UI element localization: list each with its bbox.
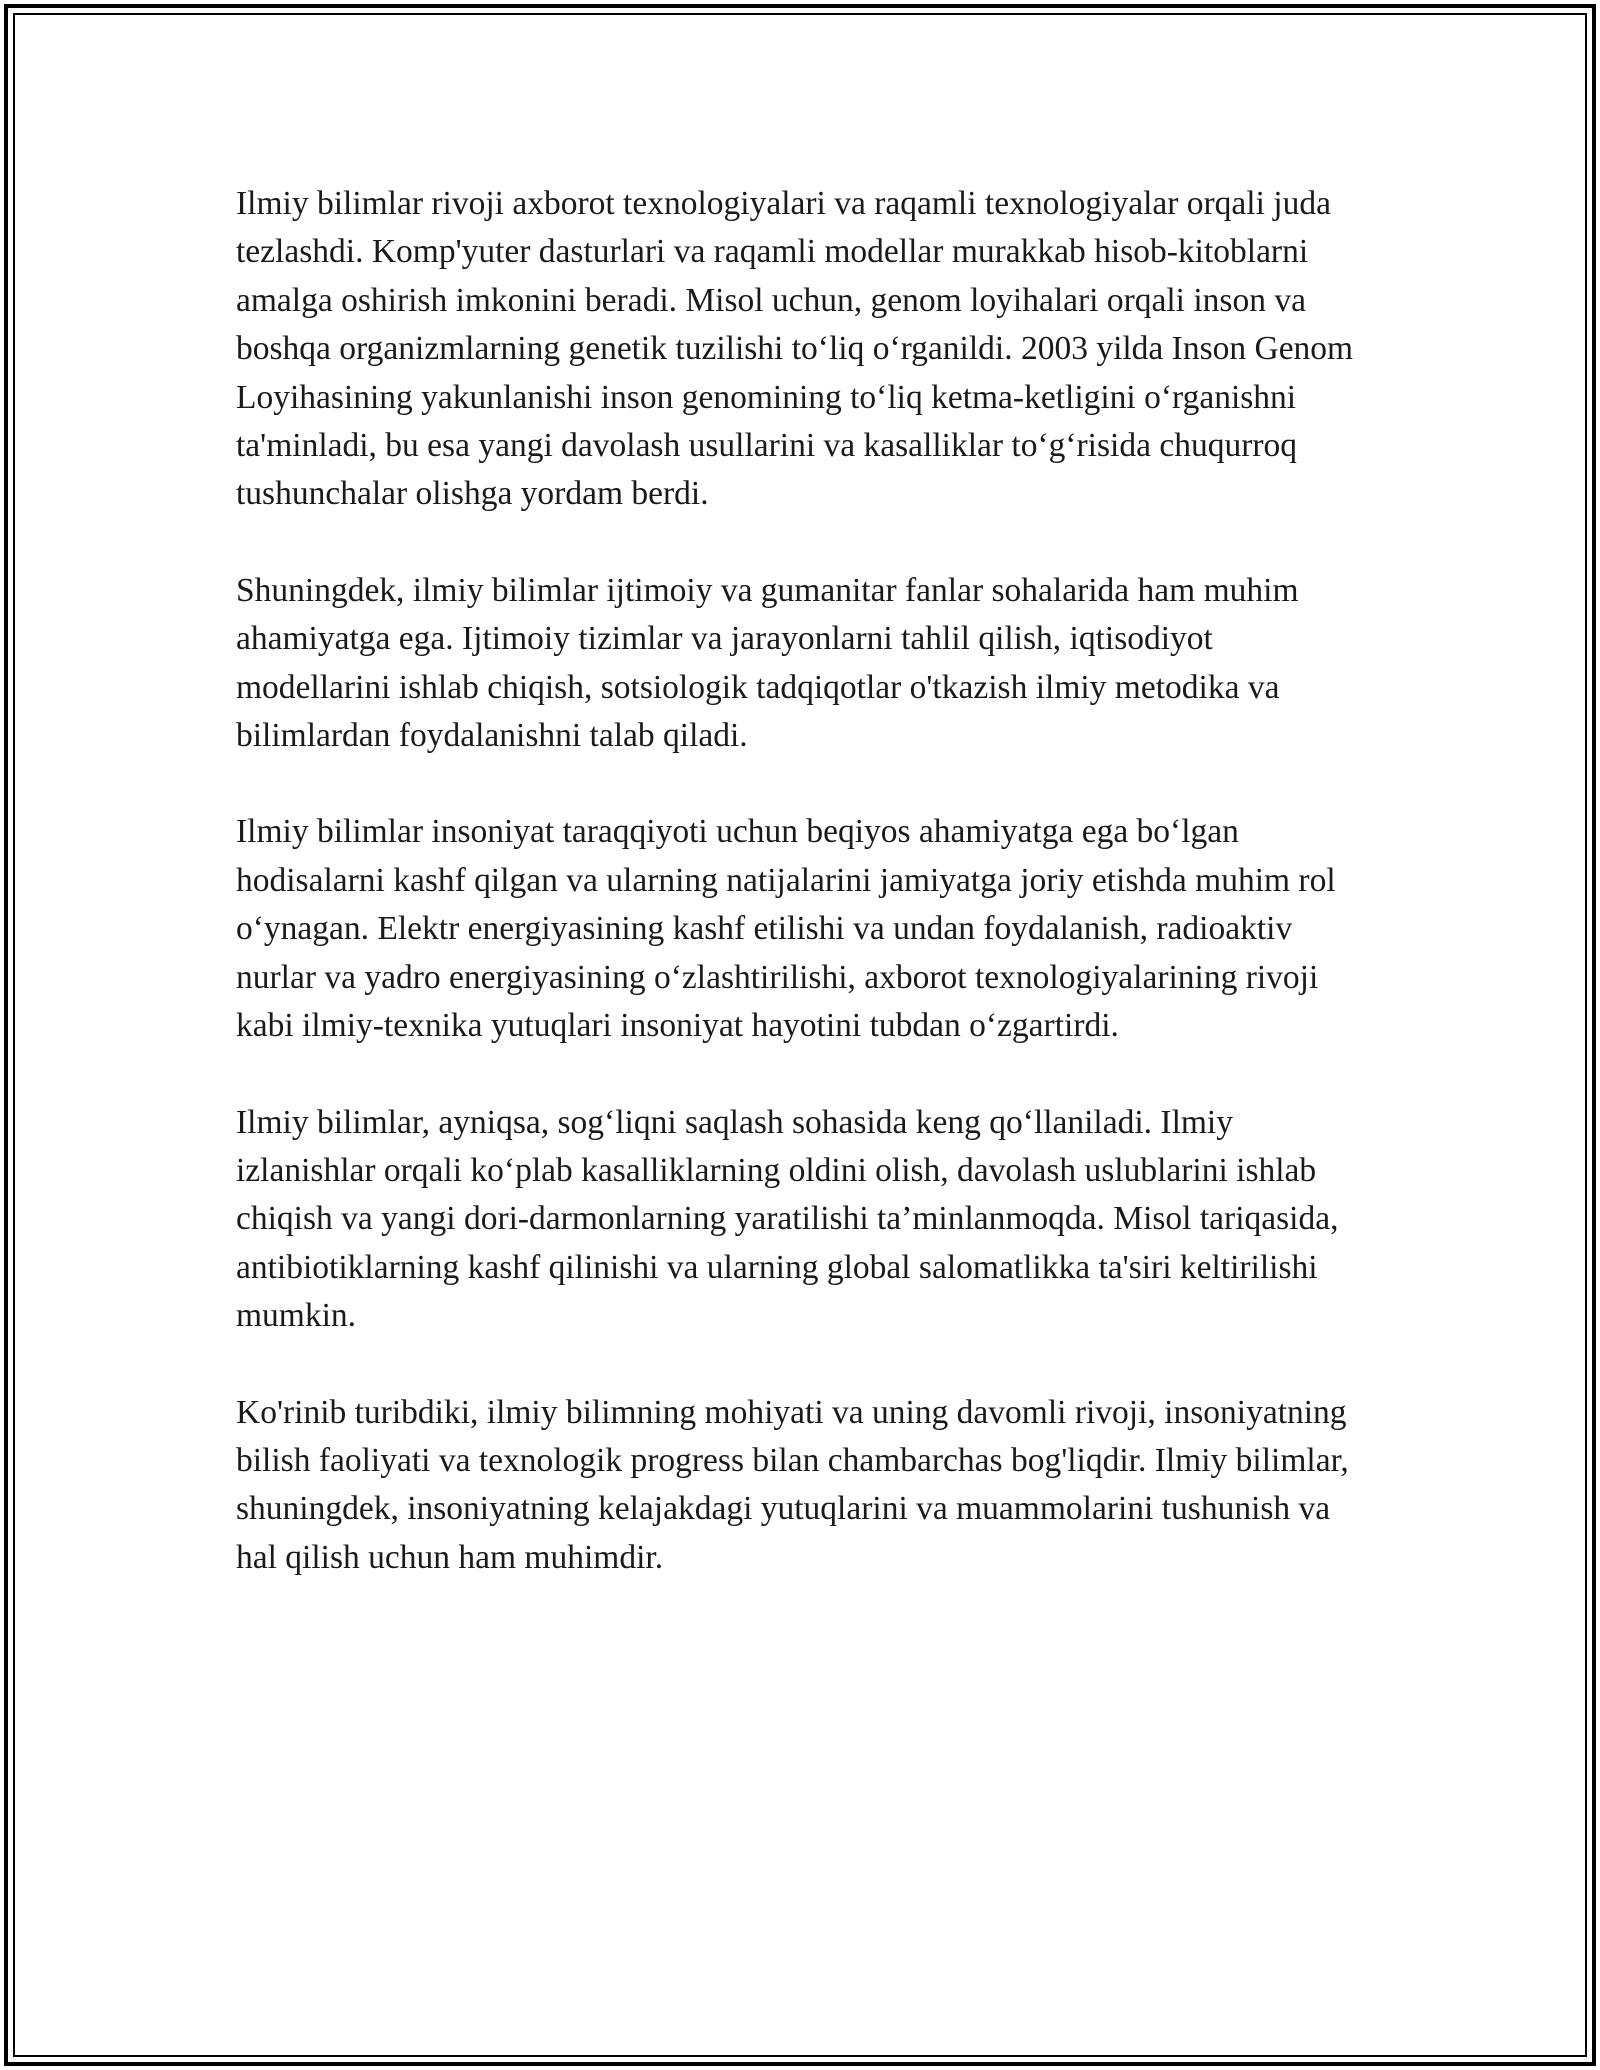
document-body bbox=[236, 180, 1366, 1630]
paragraph-2: Shuningdek, ilmiy bilimlar ijtimoiy va gumanitar fanlar sohalarida ham muhim ahamiyatga ega. Ijtimoiy tizimlar va jarayonlarni tahlil qilish, iqtisodiyot modellarini ishlab chiqish, sotsiologik tadqiqotlar o'tkazish ilmiy metodika va bilimlardan foydalanishni talab qiladi. bbox=[236, 571, 1299, 755]
paragraph-1: Ilmiy bilimlar rivoji axborot texnologiyalari va raqamli texnologiyalar orqali juda tezlashdi. Komp'yuter dasturlari va raqamli modellar murakkab hisob-kitoblarni amalga oshirish imkonini beradi. Misol uchun, genom loyihalari orqali inson va boshqa organizmlarning genetik tuzilishi to‘liq o‘rganildi. 2003 yilda Inson Genom Loyihasining yakunlanishi inson genomining to‘liq ketma-ketligini o‘rganishni ta'minladi, bu esa yangi davolash usullarini va kasalliklar to‘g‘risida chuqurroq tushunchalar olishga yordam berdi. bbox=[236, 185, 1354, 513]
paragraph-4: Ilmiy bilimlar, ayniqsa, sog‘liqni saqlash sohasida keng qo‘llaniladi. Ilmiy izlanishlar orqali ko‘plab kasalliklarning oldini olish, davolash uslublarini ishlab chiqish va yangi dori-darmonlarning yaratilishi ta’minlanmoqda. Misol tariqasida, antibiotiklarning kashf qilinishi va ularning global salomatlikka ta'siri keltirilishi mumkin. bbox=[236, 1103, 1339, 1335]
paragraph-5: Ko'rinib turibdiki, ilmiy bilimning mohiyati va uning davomli rivoji, insoniyatning bilish faoliyati va texnologik progress bilan chambarchas bog'liqdir. Ilmiy bilimlar, shuningdek, insoniyatning kelajakdagi yutuqlarini va muammolarini tushunish va hal qilish uchun ham muhimdir. bbox=[236, 1393, 1349, 1576]
paragraph-3: Ilmiy bilimlar insoniyat taraqqiyoti uchun beqiyos ahamiyatga ega bo‘lgan hodisalarni kashf qilgan va ularning natijalarini jamiyatga joriy etishda muhim rol o‘ynagan. Elektr energiyasining kashf etilishi va undan foydalanish, radioaktiv nurlar va yadro energiyasining o‘zlashtirilishi, axborot texnologiyalarining rivoji kabi ilmiy-texnika yutuqlari insoniyat hayotini tubdan o‘zgartirdi. bbox=[236, 813, 1336, 1045]
